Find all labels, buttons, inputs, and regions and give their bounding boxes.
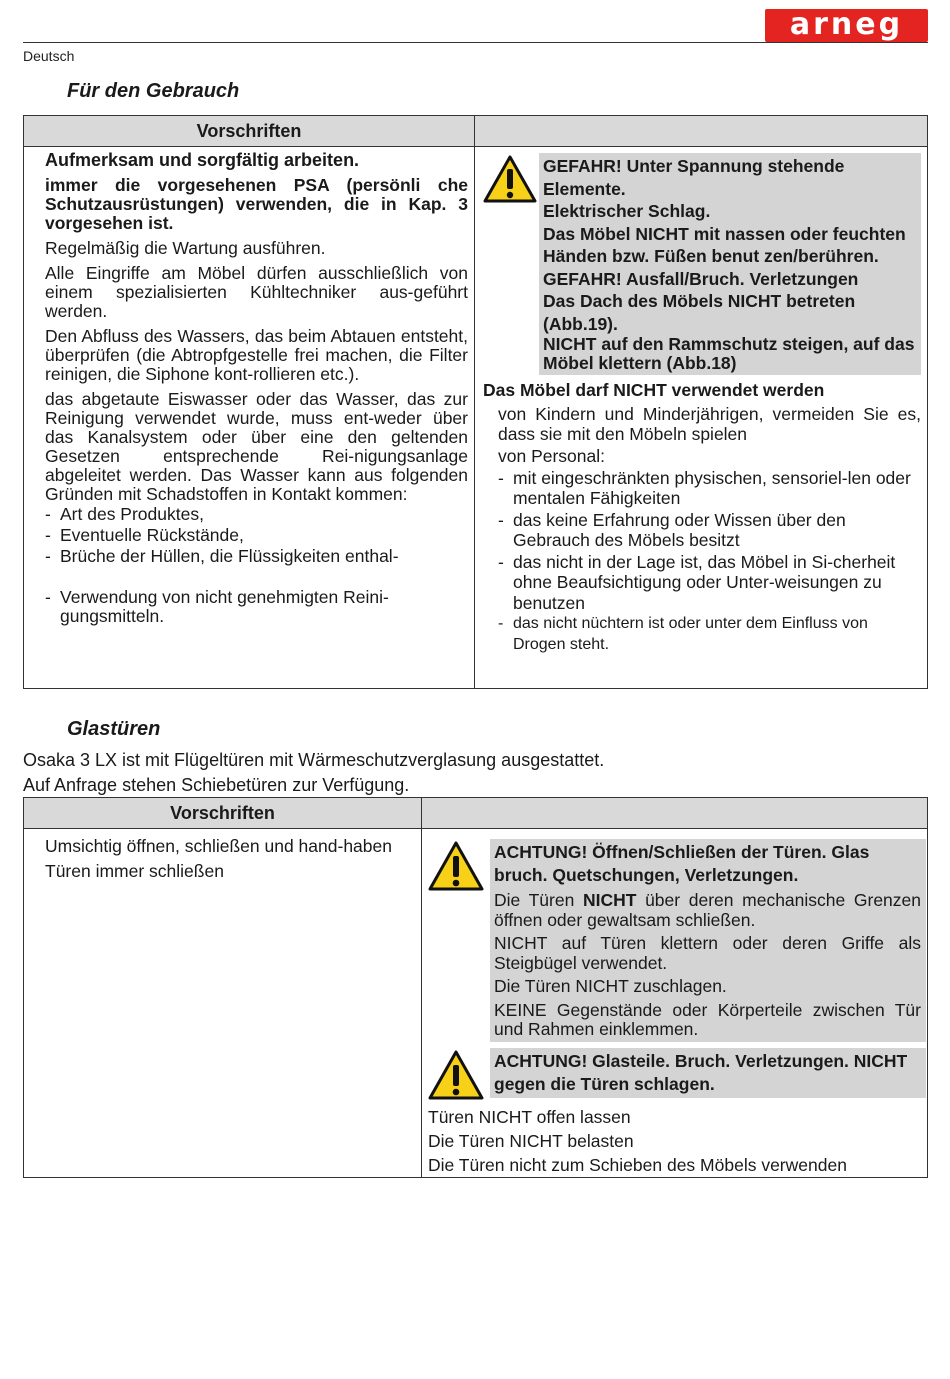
door-rule-lines: [428, 1105, 926, 1177]
rule-p2: Alle Eingriffe am Möbel dürfen ausschließlich von einem spezialisierten Kühltechniker aus-geführt werden.: [45, 263, 468, 321]
door-rule-p1: Umsichtig öffnen, schließen und hand-haben: [45, 836, 392, 856]
intro-line-1: Osaka 3 LX ist mit Flügeltüren mit Wärmeschutzverglasung ausgestattet.: [23, 750, 605, 770]
door-warning-text-4: KEINE Gegenstände oder Körperteile zwischen Tür und Rahmen einklemmen.: [494, 999, 921, 1039]
door-warning-1: [428, 839, 926, 1042]
logo-text: arneg: [789, 6, 904, 42]
table-glastueren: [23, 797, 928, 1178]
usage-restriction-heading: Das Möbel darf NICHT verwendet werden: [483, 380, 825, 400]
col-header-empty: [422, 798, 928, 829]
language-label: Deutsch: [23, 48, 75, 64]
section-title-gebrauch: Für den Gebrauch: [67, 80, 240, 102]
restriction-personnel: von Personal:: [498, 445, 606, 466]
door-warning-heading: ACHTUNG! Öffnen/Schließen der Türen. Glas bruch. Quetschungen, Verletzungen.: [494, 842, 870, 885]
glass-warning-heading: ACHTUNG! Glasteile. Bruch. Verletzungen. NICHT gegen die Türen schlagen.: [494, 1050, 908, 1094]
rule-p3: Den Abfluss des Wassers, das beim Abtauen entsteht, überprüfen (die Abtropfgestelle frei machen, die Filter reinigen, die Siphone kont-rollieren etc.).: [45, 326, 468, 384]
warning-triangle-icon: [483, 155, 539, 209]
section-title-glastueren: Glastüren: [67, 718, 161, 740]
door-line: Die Türen NICHT belasten: [428, 1131, 634, 1151]
arneg-logo: [765, 6, 928, 42]
rule-bold-1: Aufmerksam und sorgfältig arbeiten.: [45, 150, 360, 170]
door-rule-p2: Türen immer schließen: [45, 861, 224, 881]
door-line: Türen NICHT offen lassen: [428, 1107, 631, 1127]
list-item: - Verwendung von nicht genehmigten Reini-gungsmitteln.: [45, 587, 389, 626]
warning-triangle-icon: [428, 841, 490, 897]
list-item: - Brüche der Hüllen, die Flüssigkeiten enthal-: [45, 546, 399, 566]
door-warning-text-2: NICHT auf Türen klettern oder deren Griffe als Steigbügel verwendet.: [494, 933, 921, 973]
usage-restrictions: [483, 404, 921, 466]
list-item: - Eventuelle Rückstände,: [45, 525, 244, 545]
list-item: - das nicht nüchtern ist oder unter dem Einfluss von Drogen steht.: [498, 615, 868, 653]
door-line: Die Türen nicht zum Schieben des Möbels verwenden: [428, 1155, 847, 1175]
door-warning-text-3: Die Türen NICHT zuschlagen.: [494, 976, 727, 996]
list-item: - mit eingeschränkten physischen, sensoriel-len oder mentalen Fähigkeiten: [498, 467, 911, 508]
personnel-list: [483, 468, 921, 656]
restriction-children: von Kindern und Minderjährigen, vermeiden Sie es, dass sie mit den Möbeln spielen: [498, 403, 921, 444]
col-header-vorschriften: Vorschriften: [24, 116, 475, 147]
door-rules-cell: [24, 829, 422, 1178]
warnings-cell: [475, 147, 928, 689]
col-header-empty: [475, 116, 928, 147]
intro-line-2: Auf Anfrage stehen Schiebetüren zur Verfügung.: [23, 775, 410, 795]
door-warning-text-1: Die Türen NICHT über deren mechanische Grenzen öffnen oder gewaltsam schließen.: [494, 890, 922, 930]
rules-cell: [24, 147, 475, 689]
list-item: - das keine Erfahrung oder Wissen über den Gebrauch des Möbels besitzt: [498, 509, 846, 550]
header-rule: [23, 42, 928, 43]
door-warning-2: [428, 1048, 926, 1106]
col-header-vorschriften: Vorschriften: [24, 798, 422, 829]
warning-triangle-icon: [428, 1050, 490, 1106]
list-item: - Art des Produktes,: [45, 504, 204, 524]
danger-warning: GEFAHR! Unter Spannung stehende Elemente. Elektrischer Schlag. Das Möbel NICHT mit nassen oder feuchten Händen bzw. Füßen benut zen/berühren. GEFAHR! Ausfall/Bruch. Verletzungen Das Dach des Möbels NICHT betreten (Abb.19). NICHT auf den Rammschutz steigen, auf das Möbel klettern (Abb.18): [483, 153, 921, 375]
rule-p1: Regelmäßig die Wartung ausführen.: [45, 238, 326, 258]
rule-bold-2: immer die vorgesehenen PSA (persönli che Schutzausrüstungen) verwenden, die in Kap. 3 vorgesehen ist.: [45, 175, 468, 233]
door-warnings-cell: [422, 829, 928, 1178]
rule-p4: das abgetaute Eiswasser oder das Wasser, das zur Reinigung verwendet wurde, muss ent-weder über das Kanalsystem oder über eine den geltenden Gesetzen entsprechende Rei-nigungsanlage abgeleitet werden. Das Wasser kann aus folgenden Gründen mit Schadstoffen in Kontakt kommen:: [45, 389, 468, 504]
list-item: - das nicht in der Lage ist, das Möbel in Si-cherheit ohne Beaufsichtigung oder Unter-weisungen zu benutzen: [498, 551, 896, 613]
table-gebrauch: [23, 115, 928, 689]
